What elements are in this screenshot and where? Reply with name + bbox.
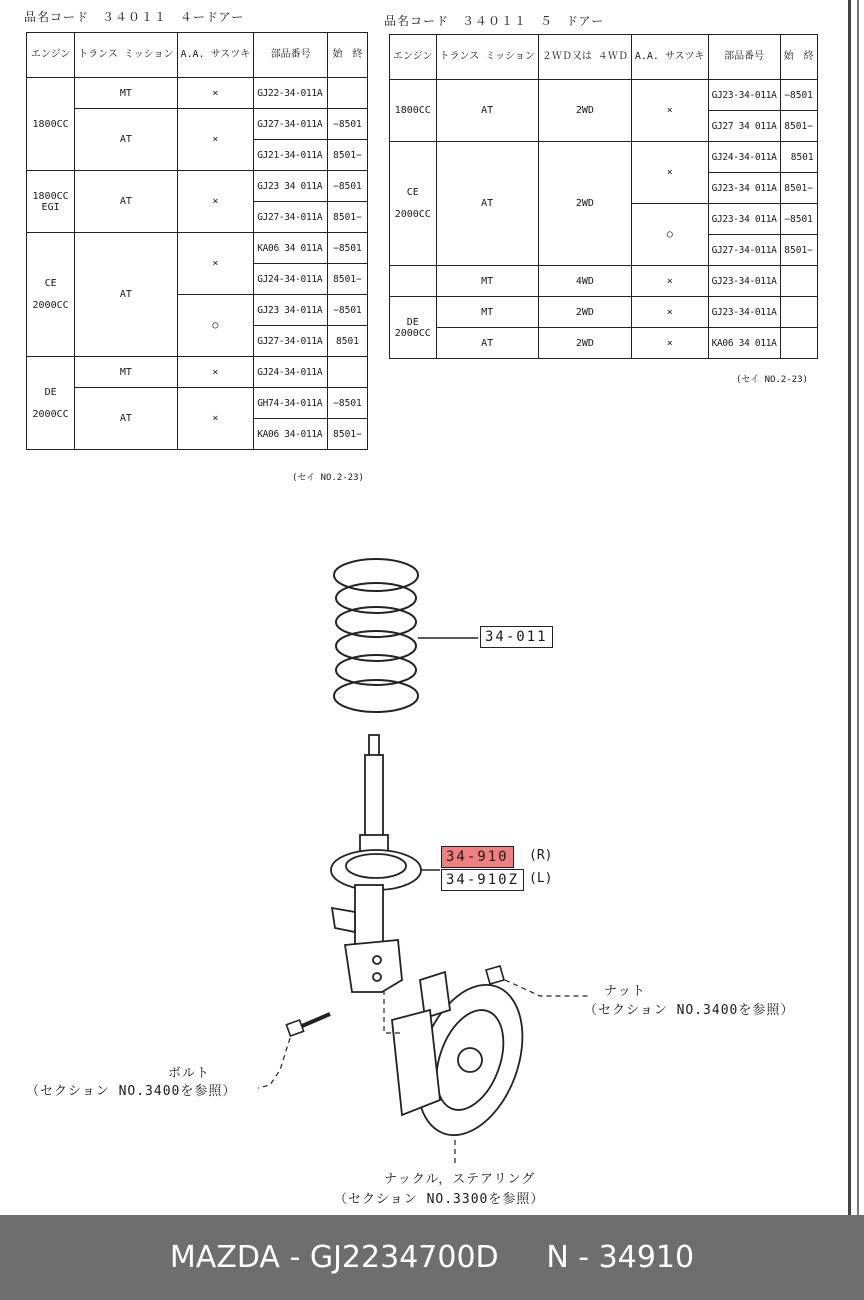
drive-cell: 2WD [538, 142, 631, 266]
engine-cell [390, 142, 437, 266]
table-row [390, 80, 818, 111]
aa-cell: ○ [177, 295, 254, 357]
engine-type: CE [44, 278, 57, 289]
engine-size: 1800CC [32, 190, 69, 202]
range-cell: 8501− [327, 419, 367, 450]
aa-cell: × [177, 109, 254, 171]
table-row [27, 171, 368, 202]
footer-text: MAZDA - GJ2234700D N - 34910 [169, 1240, 695, 1275]
range-cell: 8501− [327, 202, 367, 233]
part-number-cell: GJ23 34-011A [254, 295, 328, 326]
part-number-cell: GJ27-34-011A [254, 202, 328, 233]
range-cell [327, 357, 367, 388]
engine-cell: 1800CC [27, 78, 75, 171]
part-number-cell: GJ27-34-011A [254, 109, 328, 140]
bolt [286, 1014, 330, 1036]
aa-cell: ○ [631, 204, 708, 266]
drive-cell: 2WD [538, 328, 631, 359]
part-number-cell: GJ23-34-011A [708, 80, 780, 111]
strut-exploded-diagram [0, 540, 864, 1215]
engine-type: EGI [41, 201, 60, 213]
range-cell: −8501 [780, 204, 817, 235]
col-engine: エンジン [390, 35, 437, 80]
engine-cell [27, 233, 75, 357]
range-cell: −8501 [780, 80, 817, 111]
aa-cell: × [631, 328, 708, 359]
trans-cell: MT [75, 357, 177, 388]
part-number-cell: KA06 34 011A [708, 328, 780, 359]
engine-type: DE [406, 316, 419, 328]
bolt-reference: （セクション NO.3400を参照） [26, 1084, 237, 1099]
left-table-header: 品名コード ３４０１１ ４ードアー [24, 10, 245, 24]
nut-reference: （セクション NO.3400を参照） [584, 1003, 795, 1018]
aa-cell: × [631, 297, 708, 328]
range-cell: 8501− [327, 140, 367, 171]
drive-cell: 4WD [538, 266, 631, 297]
engine-cell [27, 171, 75, 233]
engine-size: 2000CC [394, 327, 431, 339]
range-cell: 8501− [780, 173, 817, 204]
left-table-note: (セイ NO.2-23) [292, 473, 364, 483]
range-cell: −8501 [327, 109, 367, 140]
range-cell: −8501 [327, 171, 367, 202]
trans-cell: AT [75, 233, 177, 357]
nut-label: ナット [604, 984, 646, 999]
part-number-cell: GJ22-34-011A [254, 78, 328, 109]
table-row [27, 109, 368, 140]
trans-cell: MT [75, 78, 177, 109]
part-number-cell: GH74-34-011A [254, 388, 328, 419]
trans-cell: MT [436, 266, 538, 297]
range-cell: 8501− [327, 264, 367, 295]
part-number-cell: GJ27-34-011A [708, 235, 780, 266]
col-transmission: トランス ミッション [436, 35, 538, 80]
aa-cell: × [177, 388, 254, 450]
range-cell: 8501− [780, 111, 817, 142]
table-row [390, 142, 818, 173]
engine-cell [390, 297, 437, 359]
trans-cell: AT [75, 109, 177, 171]
trans-cell: AT [436, 80, 538, 142]
nut [486, 966, 504, 984]
part-number-cell: GJ23-34-011A [708, 297, 780, 328]
drive-cell: 2WD [538, 80, 631, 142]
strut-right-part-label: 34-910 [441, 846, 514, 868]
part-number-cell: GJ24-34-011A [708, 142, 780, 173]
table-row [27, 233, 368, 264]
engine-type: CE [406, 187, 419, 198]
range-cell [780, 297, 817, 328]
aa-cell: × [177, 233, 254, 295]
engine-size: 2000CC [32, 408, 69, 420]
col-part-number: 部品番号 [708, 35, 780, 80]
knuckle [392, 970, 542, 1149]
col-range: 始 終 [780, 35, 817, 80]
col-transmission: トランス ミッション [75, 33, 177, 78]
engine-size: 2000CC [394, 209, 431, 220]
part-number-cell: GJ27-34-011A [254, 326, 328, 357]
bolt-label: ボルト [168, 1066, 211, 1081]
left-parts-table [26, 32, 368, 450]
engine-cell [27, 357, 75, 450]
col-aa: A.A. サスツキ [631, 35, 708, 80]
table-header-row [390, 35, 818, 80]
part-number-cell: GJ23-34-011A [708, 266, 780, 297]
range-cell: 8501− [780, 235, 817, 266]
part-number-cell: GJ23-34 011A [708, 173, 780, 204]
col-part-number: 部品番号 [254, 33, 328, 78]
table-row [390, 266, 818, 297]
aa-cell: × [631, 142, 708, 204]
strut-left-side: (L) [529, 871, 553, 886]
right-table-header: 品名コード ３４０１１ ５ ドアー [384, 14, 605, 28]
table-row [27, 388, 368, 419]
engine-type: DE [44, 386, 57, 398]
knuckle-reference: （セクション NO.3300を参照） [334, 1192, 545, 1207]
aa-cell: × [631, 266, 708, 297]
right-parts-table [389, 34, 818, 359]
strut-body [332, 885, 402, 992]
spring-part-label: 34-011 [480, 626, 553, 648]
spring-seat [331, 850, 421, 890]
part-number-cell: KA06 34-011A [254, 419, 328, 450]
aa-cell: × [177, 78, 254, 109]
range-cell: −8501 [327, 295, 367, 326]
part-number-cell: GJ23-34 011A [708, 204, 780, 235]
trans-cell: MT [436, 297, 538, 328]
coil-spring [334, 559, 418, 712]
part-number-cell: GJ24-34-011A [254, 357, 328, 388]
table-row [27, 357, 368, 388]
table-header-row [27, 33, 368, 78]
drive-cell: 2WD [538, 297, 631, 328]
footer-banner [0, 1215, 864, 1300]
table-row [27, 78, 368, 109]
trans-cell: AT [436, 142, 538, 266]
range-cell: −8501 [327, 233, 367, 264]
range-cell [327, 78, 367, 109]
engine-cell [390, 266, 437, 297]
col-range: 始 終 [327, 33, 367, 78]
col-drive: ２ＷＤ又は ４ＷＤ [538, 35, 631, 80]
engine-cell: 1800CC [390, 80, 437, 142]
strut-rod [360, 735, 388, 861]
range-cell: 8501 [780, 142, 817, 173]
part-number-cell: GJ24-34-011A [254, 264, 328, 295]
knuckle-label: ナックル，ステアリング [384, 1172, 536, 1187]
right-table-note: (セイ NO.2-23) [736, 375, 808, 385]
aa-cell: × [177, 357, 254, 388]
strut-left-part-label: 34-910Z [441, 869, 524, 891]
strut-right-side: (R) [529, 848, 553, 863]
range-cell: 8501 [327, 326, 367, 357]
engine-size: 2000CC [32, 300, 69, 311]
aa-cell: × [177, 171, 254, 233]
part-number-cell: GJ27 34 011A [708, 111, 780, 142]
table-row [390, 328, 818, 359]
part-number-cell: GJ23 34 011A [254, 171, 328, 202]
table-row [390, 297, 818, 328]
range-cell [780, 266, 817, 297]
part-number-cell: KA06 34 011A [254, 233, 328, 264]
aa-cell: × [631, 80, 708, 142]
range-cell: −8501 [327, 388, 367, 419]
col-engine: エンジン [27, 33, 75, 78]
part-number-cell: GJ21-34-011A [254, 140, 328, 171]
trans-cell: AT [75, 171, 177, 233]
col-aa: A.A. サスツキ [177, 33, 254, 78]
trans-cell: AT [75, 388, 177, 450]
trans-cell: AT [436, 328, 538, 359]
range-cell [780, 328, 817, 359]
